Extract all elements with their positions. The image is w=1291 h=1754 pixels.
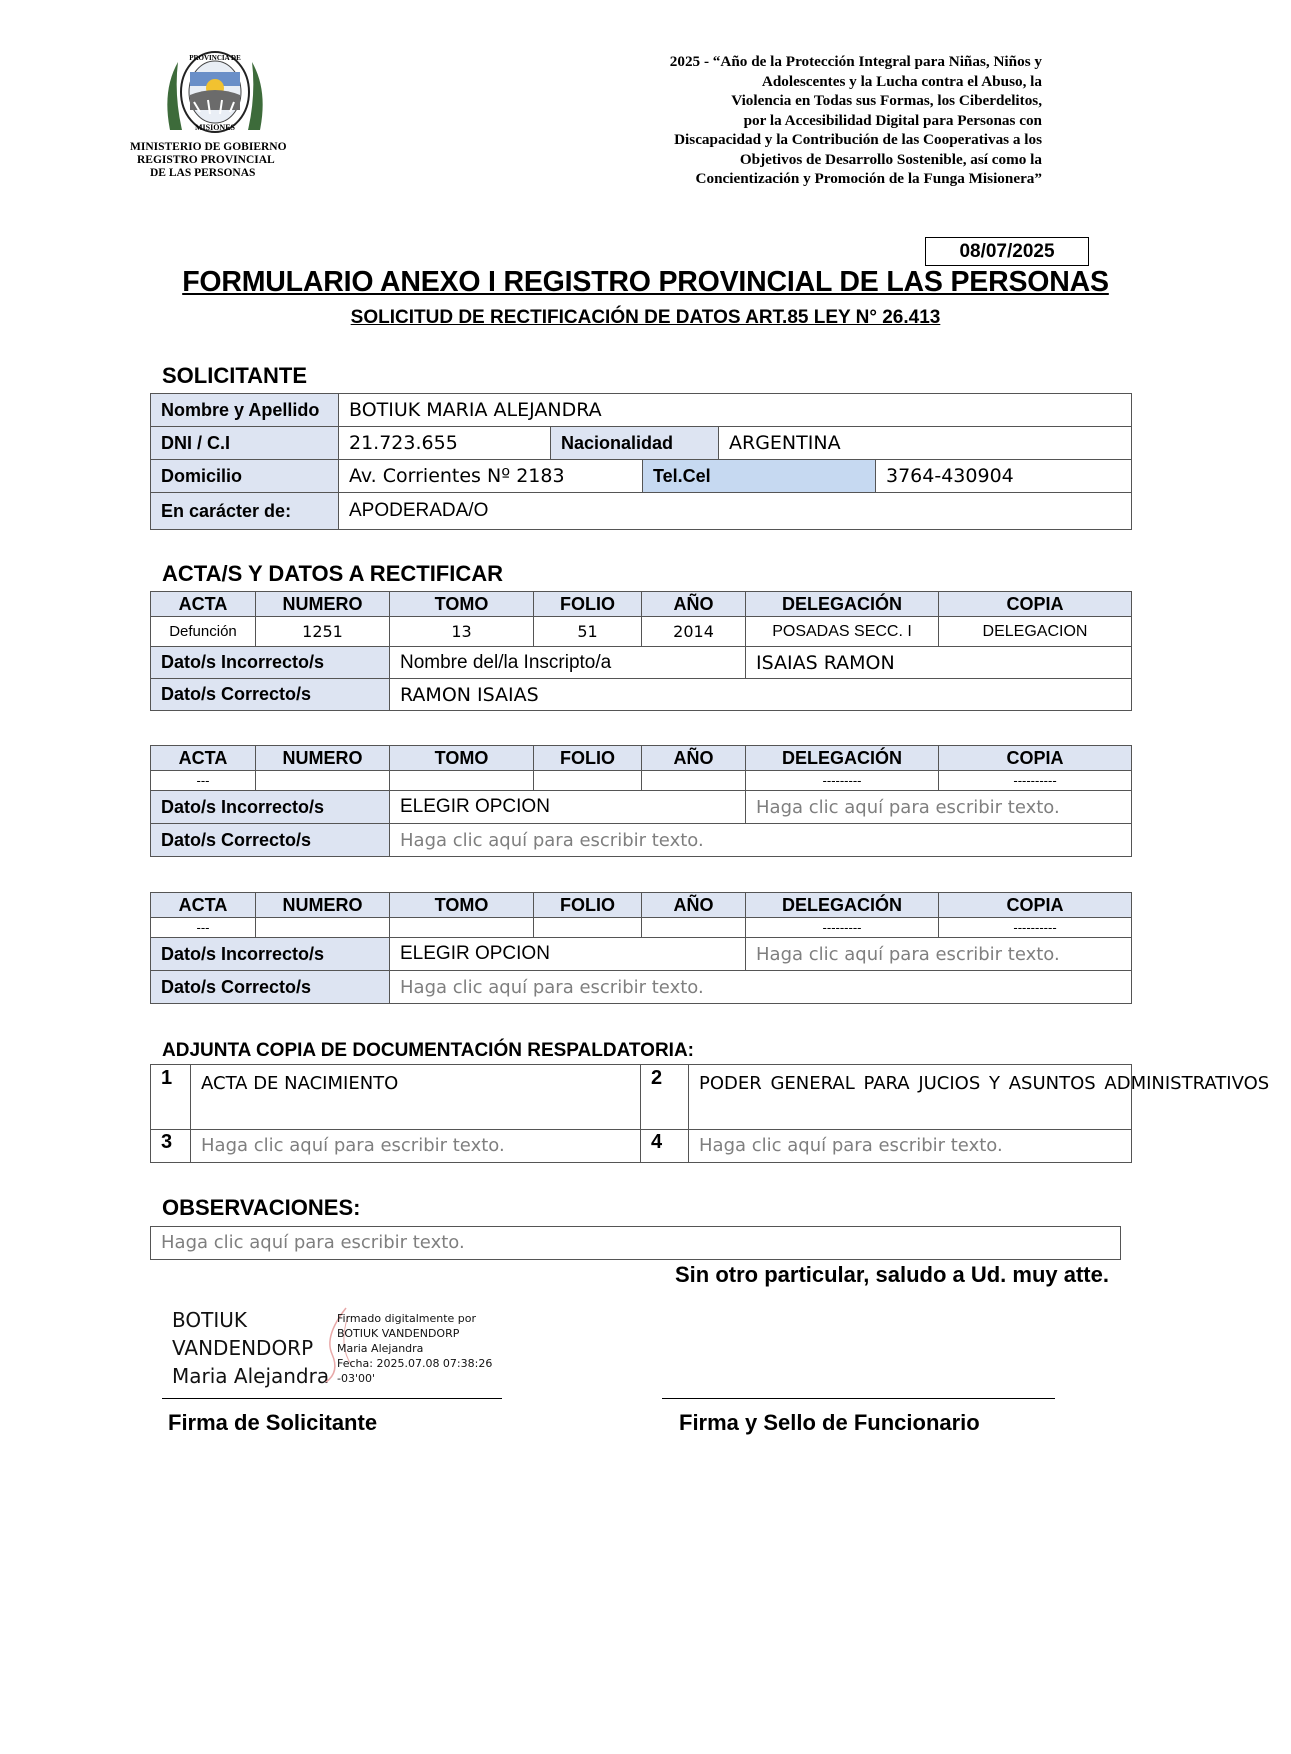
attachment-field-3[interactable]: Haga clic aquí para escribir texto.	[191, 1130, 641, 1163]
col-folio: FOLIO	[534, 893, 642, 918]
acta-tomo-field[interactable]	[390, 918, 534, 938]
caracter-field[interactable]: APODERADA/O	[339, 493, 1132, 530]
correct-value-field[interactable]: Haga clic aquí para escribir texto.	[390, 824, 1132, 857]
acta-anio-field[interactable]: 2014	[642, 617, 746, 647]
caracter-label: En carácter de:	[151, 493, 339, 530]
correct-value-field[interactable]: RAMON ISAIAS	[390, 679, 1132, 711]
observaciones-field[interactable]: Haga clic aquí para escribir texto.	[150, 1226, 1121, 1260]
acta-type-field[interactable]: ---	[151, 918, 256, 938]
tel-label: Tel.Cel	[643, 460, 876, 493]
acta-folio-field[interactable]	[534, 771, 642, 791]
col-numero: NUMERO	[256, 746, 390, 771]
date-field[interactable]: 08/07/2025	[925, 237, 1089, 266]
dni-field[interactable]: 21.723.655	[339, 427, 551, 460]
acta-type-field[interactable]: Defunción	[151, 617, 256, 647]
col-copia: COPIA	[939, 746, 1132, 771]
correct-label: Dato/s Correcto/s	[151, 971, 390, 1004]
acta-numero-field[interactable]: 1251	[256, 617, 390, 647]
acta-tomo-field[interactable]	[390, 771, 534, 791]
year-motto: 2025 - “Año de la Protección Integral para Niñas, Niños y Adolescentes y la Lucha contra el Abuso, la Violencia en Todas sus Formas, los Ciberdelitos, por la Accesibilidad Digital para Personas con Discapacidad y la Contribución de las Cooperativas a los Objetivos de Desarrollo Sostenible, así como la Concientización y Promoción de la Funga Misionera”	[669, 53, 1042, 187]
digital-signature-metadata: Firmado digitalmente por BOTIUK VANDENDORP Maria Alejandra Fecha: 2025.07.08 07:38:26 -03'00'	[337, 1312, 493, 1385]
adjunta-section-title: ADJUNTA COPIA DE DOCUMENTACIÓN RESPALDATORIA:	[162, 1040, 694, 1061]
col-copia: COPIA	[939, 893, 1132, 918]
nacionalidad-label: Nacionalidad	[551, 427, 719, 460]
acta-tomo-field[interactable]: 13	[390, 617, 534, 647]
nombre-field[interactable]: BOTIUK MARIA ALEJANDRA	[339, 394, 1132, 427]
col-acta: ACTA	[151, 893, 256, 918]
acta-block-2	[150, 745, 1132, 857]
col-folio: FOLIO	[534, 746, 642, 771]
attachment-number: 4	[641, 1130, 689, 1163]
attachment-number: 1	[151, 1065, 191, 1130]
digital-signature-name: BOTIUK VANDENDORP Maria Alejandra	[172, 1308, 330, 1388]
col-tomo: TOMO	[390, 893, 534, 918]
acta-delegacion-field[interactable]: ---------	[746, 771, 939, 791]
incorrect-label: Dato/s Incorrecto/s	[151, 938, 390, 971]
acta-delegacion-field[interactable]: ---------	[746, 918, 939, 938]
form-subtitle: SOLICITUD DE RECTIFICACIÓN DE DATOS ART.85 LEY N° 26.413	[350, 307, 941, 328]
acta-numero-field[interactable]	[256, 771, 390, 791]
solicitante-signature-label: Firma de Solicitante	[168, 1410, 378, 1435]
acta-numero-field[interactable]	[256, 918, 390, 938]
acta-anio-field[interactable]	[642, 918, 746, 938]
funcionario-signature-label: Firma y Sello de Funcionario	[679, 1410, 980, 1435]
incorrect-value-field[interactable]: ISAIAS RAMON	[746, 647, 1132, 679]
svg-text:PROVINCIA DE: PROVINCIA DE	[189, 54, 241, 62]
acta-type-field[interactable]: ---	[151, 771, 256, 791]
tel-field[interactable]: 3764-430904	[876, 460, 1132, 493]
nacionalidad-field[interactable]: ARGENTINA	[719, 427, 1132, 460]
col-tomo: TOMO	[390, 746, 534, 771]
acta-folio-field[interactable]: 51	[534, 617, 642, 647]
col-acta: ACTA	[151, 592, 256, 617]
solicitante-signature-line	[162, 1398, 502, 1399]
incorrect-field-select[interactable]: ELEGIR OPCION	[390, 938, 746, 971]
funcionario-signature-line	[662, 1398, 1055, 1399]
col-anio: AÑO	[642, 746, 746, 771]
incorrect-label: Dato/s Incorrecto/s	[151, 647, 390, 679]
incorrect-value-field[interactable]: Haga clic aquí para escribir texto.	[746, 791, 1132, 824]
col-acta: ACTA	[151, 746, 256, 771]
domicilio-label: Domicilio	[151, 460, 339, 493]
acta-block-3	[150, 892, 1132, 1004]
actas-section-title: ACTA/S Y DATOS A RECTIFICAR	[162, 561, 504, 586]
acta-block-1	[150, 591, 1132, 711]
svg-text:MISIONES: MISIONES	[194, 123, 236, 132]
col-copia: COPIA	[939, 592, 1132, 617]
solicitante-section-title: SOLICITANTE	[162, 363, 308, 388]
solicitante-table	[150, 393, 1132, 530]
domicilio-field[interactable]: Av. Corrientes Nº 2183	[339, 460, 643, 493]
incorrect-label: Dato/s Incorrecto/s	[151, 791, 390, 824]
acta-delegacion-field[interactable]: POSADAS SECC. I	[746, 617, 939, 647]
correct-label: Dato/s Correcto/s	[151, 824, 390, 857]
acta-folio-field[interactable]	[534, 918, 642, 938]
acta-copia-field[interactable]: ----------	[939, 771, 1132, 791]
acta-copia-field[interactable]: DELEGACION	[939, 617, 1132, 647]
attachment-field-1[interactable]: ACTA DE NACIMIENTO	[191, 1065, 641, 1130]
observaciones-section-title: OBSERVACIONES:	[162, 1195, 361, 1220]
incorrect-field-select[interactable]: Nombre del/la Inscripto/a	[390, 647, 746, 679]
col-delegacion: DELEGACIÓN	[746, 893, 939, 918]
attachment-number: 3	[151, 1130, 191, 1163]
ministry-name: MINISTERIO DE GOBIERNO REGISTRO PROVINCIAL DE LAS PERSONAS	[130, 141, 287, 179]
acta-anio-field[interactable]	[642, 771, 746, 791]
col-numero: NUMERO	[256, 893, 390, 918]
adjunta-table	[150, 1064, 1270, 1163]
incorrect-value-field[interactable]: Haga clic aquí para escribir texto.	[746, 938, 1132, 971]
attachment-field-4[interactable]: Haga clic aquí para escribir texto.	[689, 1130, 1132, 1163]
closing-text: Sin otro particular, saludo a Ud. muy atte.	[675, 1262, 1109, 1287]
nombre-label: Nombre y Apellido	[151, 394, 339, 427]
attachment-number: 2	[641, 1065, 689, 1130]
col-numero: NUMERO	[256, 592, 390, 617]
col-anio: AÑO	[642, 893, 746, 918]
col-folio: FOLIO	[534, 592, 642, 617]
acta-copia-field[interactable]: ----------	[939, 918, 1132, 938]
col-delegacion: DELEGACIÓN	[746, 746, 939, 771]
dni-label: DNI / C.I	[151, 427, 339, 460]
incorrect-field-select[interactable]: ELEGIR OPCION	[390, 791, 746, 824]
form-title: FORMULARIO ANEXO I REGISTRO PROVINCIAL DE LAS PERSONAS	[182, 266, 1109, 298]
correct-value-field[interactable]: Haga clic aquí para escribir texto.	[390, 971, 1132, 1004]
provincial-seal-logo	[160, 50, 270, 140]
correct-label: Dato/s Correcto/s	[151, 679, 390, 711]
col-anio: AÑO	[642, 592, 746, 617]
col-tomo: TOMO	[390, 592, 534, 617]
attachment-field-2[interactable]: PODER GENERAL PARA JUCIOS Y ASUNTOS ADMINISTRATIVOS	[689, 1065, 1132, 1130]
col-delegacion: DELEGACIÓN	[746, 592, 939, 617]
